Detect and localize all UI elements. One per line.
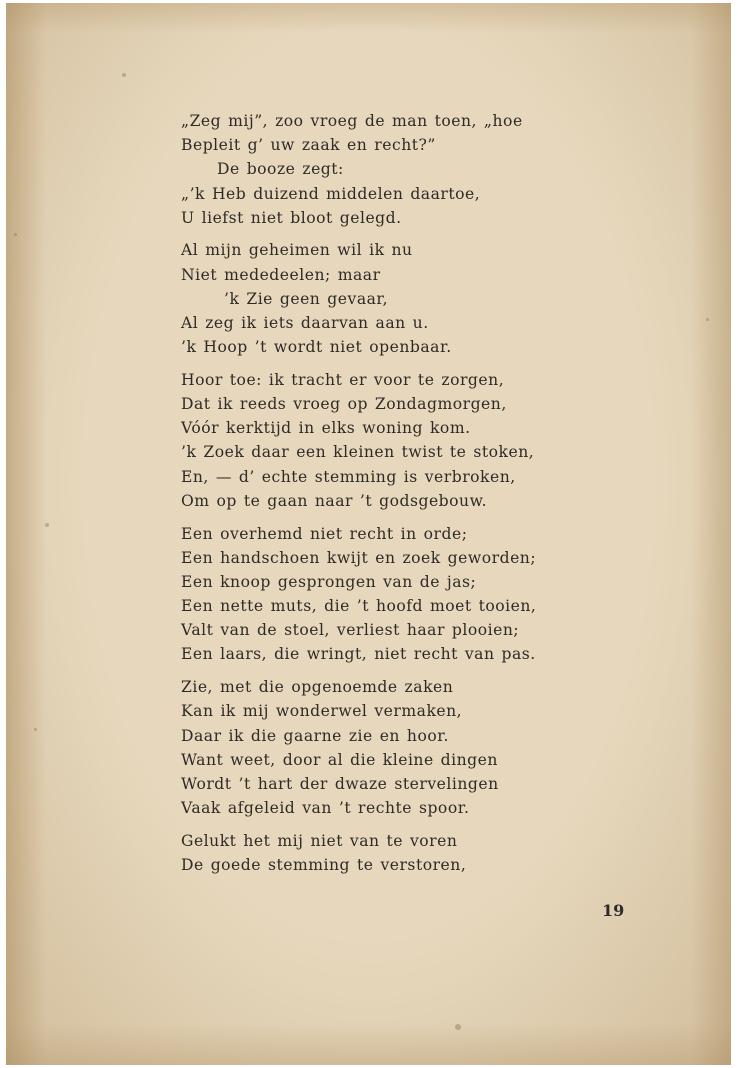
poem-line: ’k Zie geen gevaar, (224, 289, 389, 308)
stanza (181, 238, 601, 359)
paper-speck (706, 318, 709, 321)
poem-line: De booze zegt: (217, 160, 344, 179)
stanza (181, 368, 601, 513)
poem-line: Een handschoen kwijt en zoek geworden; (181, 548, 537, 567)
stanza (181, 829, 601, 877)
poem-line: Al mijn geheimen wil ik nu (181, 241, 413, 260)
paper-speck (122, 73, 126, 77)
paper-speck (34, 728, 37, 731)
poem-line: „Zeg mij”, zoo vroeg de man toen, „hoe (181, 112, 523, 130)
stanza (181, 522, 601, 667)
poem-line: Vaak afgeleid van ’t rechte spoor. (181, 799, 470, 818)
poem-line: Zie, met die opgenoemde zaken (181, 678, 454, 697)
poem-line: Dat ik reeds vroeg op Zondagmorgen, (181, 395, 507, 414)
paper-speck (45, 523, 49, 527)
poem-line: Valt van de stoel, verliest haar plooien; (181, 621, 520, 640)
poem-line: Niet mededeelen; maar (181, 265, 381, 284)
poem-line: Hoor toe: ik tracht er voor te zorgen, (181, 370, 505, 389)
paper-speck (455, 1024, 461, 1030)
paper-speck (14, 233, 17, 236)
poem-line: En, — d’ echte stemming is verbroken, (181, 467, 516, 486)
poem-line: ’k Zoek daar een kleinen twist te stoken, (181, 443, 535, 462)
poem-line: Gelukt het mij niet van te voren (181, 831, 458, 850)
poem-line: Een overhemd niet recht in orde; (181, 524, 468, 543)
poem-line: Kan ik mij wonderwel vermaken, (181, 702, 463, 721)
poem-line: Want weet, door al die kleine dingen (181, 750, 498, 769)
book-page (6, 3, 731, 1065)
poem-line: Al zeg ik iets daarvan aan u. (181, 314, 429, 332)
poem-line: Een laars, die wringt, niet recht van pas. (181, 645, 536, 664)
poem-line: Een nette muts, die ’t hoofd moet tooien, (181, 597, 537, 616)
poem-line: Vóór kerktijd in elks woning kom. (181, 419, 471, 438)
stanza (181, 109, 601, 230)
poem-line: Om op te gaan naar ’t godsgebouw. (181, 491, 488, 510)
poem-line: De goede stemming te verstoren, (181, 855, 467, 874)
poem-line: Wordt ’t hart der dwaze stervelingen (181, 774, 499, 793)
poem-text (181, 109, 601, 886)
stanza (181, 675, 601, 820)
poem-line: ’k Hoop ’t wordt niet openbaar. (181, 338, 452, 357)
poem-line: Een knoop gesprongen van de jas; (181, 572, 477, 591)
poem-line: „’k Heb duizend middelen daartoe, (181, 184, 481, 203)
page-number: 19 (602, 901, 625, 920)
poem-line: Bepleit g’ uw zaak en recht?” (181, 136, 436, 155)
poem-line: Daar ik die gaarne zie en hoor. (181, 726, 449, 745)
poem-line: U liefst niet bloot gelegd. (181, 208, 402, 227)
